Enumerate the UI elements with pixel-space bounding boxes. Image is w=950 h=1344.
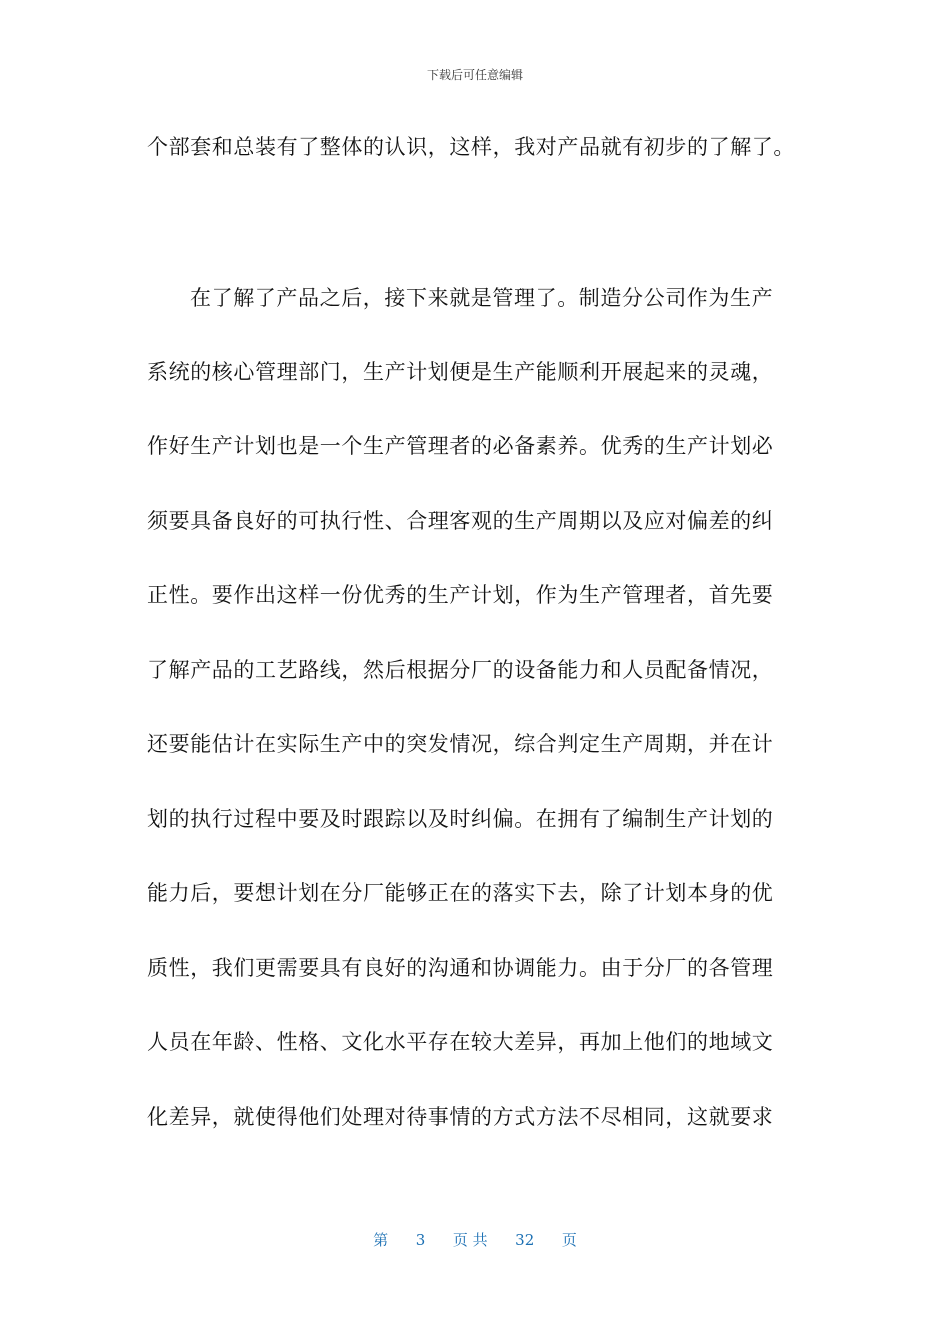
page-number: 3 bbox=[415, 1231, 426, 1249]
paragraph-line: 个部套和总装有了整体的认识，这样，我对产品就有初步的了解了。 bbox=[147, 135, 795, 159]
page-total: 32 bbox=[515, 1231, 535, 1249]
paragraph-line: 能力后，要想计划在分厂能够正在的落实下去，除了计划本身的优 bbox=[147, 881, 774, 905]
paragraph-line: 质性，我们更需要具有良好的沟通和协调能力。由于分厂的各管理 bbox=[147, 956, 774, 980]
paragraph-line: 作好生产计划也是一个生产管理者的必备素养。优秀的生产计划必 bbox=[147, 434, 774, 458]
page-footer bbox=[0, 1229, 950, 1250]
paragraph-line: 了解产品的工艺路线，然后根据分厂的设备能力和人员配备情况， bbox=[147, 658, 774, 682]
page-header: 下载后可任意编辑 bbox=[426, 68, 523, 82]
paragraph-line: 化差异，就使得他们处理对待事情的方式方法不尽相同，这就要求 bbox=[147, 1105, 774, 1129]
paragraph-line: 还要能估计在实际生产中的突发情况，综合判定生产周期，并在计 bbox=[147, 732, 774, 756]
footer-prefix: 第 bbox=[373, 1231, 389, 1249]
paragraph-line: 在了解了产品之后，接下来就是管理了。制造分公司作为生产 bbox=[190, 286, 774, 310]
paragraph-line: 须要具备良好的可执行性、合理客观的生产周期以及应对偏差的纠 bbox=[147, 509, 774, 533]
paragraph-line: 人员在年龄、性格、文化水平存在较大差异，再加上他们的地域文 bbox=[147, 1030, 774, 1054]
paragraph-line: 系统的核心管理部门，生产计划便是生产能顺利开展起来的灵魂， bbox=[147, 360, 774, 384]
footer-middle: 页 共 bbox=[452, 1231, 488, 1249]
paragraph-line: 划的执行过程中要及时跟踪以及时纠偏。在拥有了编制生产计划的 bbox=[147, 807, 774, 831]
paragraph-line: 正性。要作出这样一份优秀的生产计划，作为生产管理者，首先要 bbox=[147, 583, 774, 607]
footer-suffix: 页 bbox=[561, 1231, 577, 1249]
